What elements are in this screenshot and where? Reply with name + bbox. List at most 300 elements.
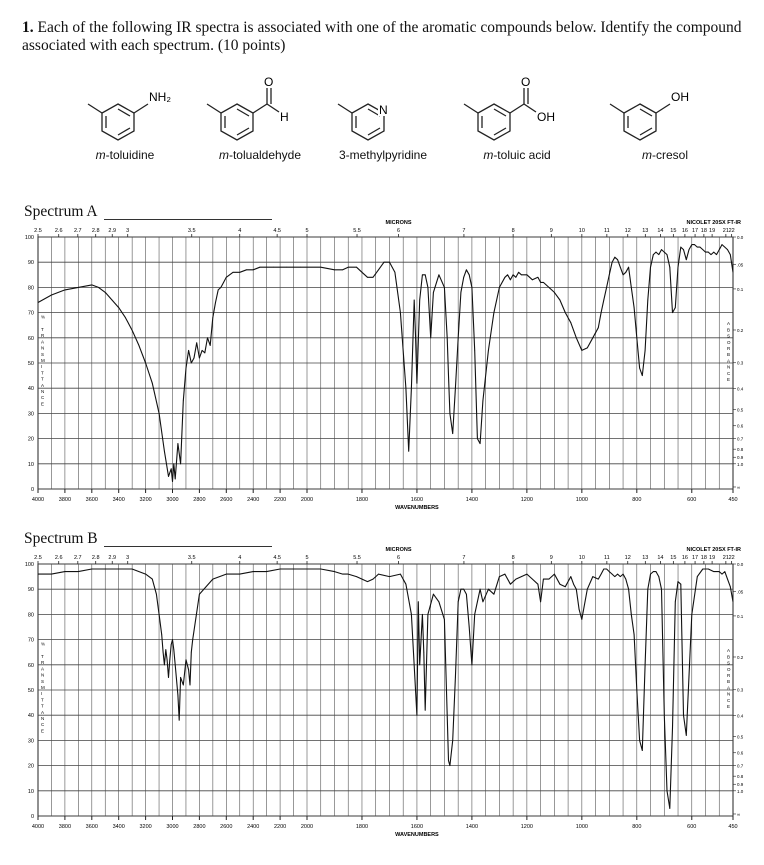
data-point <box>286 267 287 268</box>
data-point <box>631 614 632 615</box>
data-point <box>439 274 440 275</box>
data-point <box>477 601 478 602</box>
data-point <box>664 715 665 716</box>
data-point <box>293 267 294 268</box>
x-tick-label: 2800 <box>193 497 206 503</box>
data-point <box>516 277 517 278</box>
data-point <box>625 579 626 580</box>
micron-tick-label: 2.9 <box>108 555 117 561</box>
x-tick-label: 3400 <box>112 497 125 503</box>
data-point <box>647 589 648 590</box>
micron-tick-label: 6 <box>396 228 401 234</box>
abs-tick-label: 0.6 <box>737 423 744 429</box>
spectrum-a-title: Spectrum A <box>24 203 98 220</box>
y-axis-letter: % <box>41 641 46 647</box>
data-point <box>191 652 192 653</box>
micron-tick-label: 8 <box>511 555 515 561</box>
abs-tick-label: .05 <box>737 262 744 268</box>
data-point <box>411 614 412 615</box>
y-axis-letter: N <box>41 672 45 678</box>
micron-tick-label: 5.5 <box>353 228 361 234</box>
data-point <box>612 574 613 575</box>
abs-axis-letter: O <box>727 666 731 672</box>
data-point <box>125 317 126 318</box>
y-axis-letter: % <box>41 314 46 320</box>
micron-tick-label: 22 <box>728 555 735 561</box>
data-point <box>171 468 172 469</box>
m-toluidine-structure <box>60 72 190 148</box>
x-tick-label: 3800 <box>58 824 72 830</box>
data-point <box>538 584 539 585</box>
data-point <box>565 312 566 313</box>
data-point <box>549 579 550 580</box>
data-point <box>606 287 607 288</box>
m-cresol-structure <box>600 72 730 148</box>
micron-tick-label: 2.5 <box>34 555 42 561</box>
data-point <box>356 576 357 577</box>
x-tick-label: 1200 <box>520 497 533 503</box>
micron-tick-label: 12 <box>624 555 631 561</box>
data-point <box>447 715 448 716</box>
data-point <box>678 267 679 268</box>
cresol-oh-label: OH <box>671 90 689 104</box>
data-point <box>634 634 635 635</box>
micron-tick-label: 2.7 <box>73 555 82 561</box>
data-point <box>472 664 473 665</box>
compound-3-methylpyridine <box>318 72 448 172</box>
data-point <box>342 269 343 270</box>
data-point <box>207 337 208 338</box>
x-tick-label: 4000 <box>31 824 45 830</box>
data-point <box>253 571 254 572</box>
y-tick-label: 20 <box>27 436 34 443</box>
y-axis-letter: I <box>41 364 43 370</box>
data-point <box>579 609 580 610</box>
data-point <box>192 639 193 640</box>
data-point <box>499 576 500 577</box>
micron-tick-label: 2.8 <box>91 228 100 234</box>
data-point <box>521 576 522 577</box>
data-point <box>474 614 475 615</box>
data-point <box>139 345 140 346</box>
data-point <box>680 247 681 248</box>
data-point <box>38 574 39 575</box>
data-point <box>199 594 200 595</box>
data-point <box>458 601 459 602</box>
data-point <box>452 740 453 741</box>
data-point <box>527 274 528 275</box>
data-point <box>172 639 173 640</box>
compound-m-toluidine <box>60 72 190 172</box>
micron-tick-label: 4 <box>238 228 242 234</box>
micron-tick-label: 9 <box>549 228 553 234</box>
micron-tick-label: 11 <box>603 555 610 561</box>
micron-tick-label: 4 <box>238 555 242 561</box>
y-axis-letter: C <box>41 395 45 401</box>
data-point <box>469 274 470 275</box>
data-point <box>483 400 484 401</box>
x-tick-label: 2400 <box>247 497 260 503</box>
data-point <box>455 388 456 389</box>
data-point <box>196 342 197 343</box>
data-point <box>444 287 445 288</box>
y-tick-label: 80 <box>27 612 34 619</box>
data-point <box>675 307 676 308</box>
data-point <box>603 300 604 301</box>
micron-tick-label: 12 <box>624 228 631 234</box>
data-point <box>680 584 681 585</box>
micron-tick-label: 18 <box>700 555 707 561</box>
data-point <box>145 574 146 575</box>
data-point <box>617 259 618 260</box>
data-point <box>532 579 533 580</box>
x-tick-label: 1200 <box>520 824 533 830</box>
data-point <box>165 649 166 650</box>
x-tick-label: 1000 <box>575 824 588 830</box>
data-point <box>587 348 588 349</box>
microns-label: MICRONS <box>385 220 412 226</box>
abs-tick-label: 0.4 <box>737 713 744 719</box>
data-point <box>450 413 451 414</box>
data-point <box>300 267 301 268</box>
data-point <box>253 269 254 270</box>
x-tick-label: 1400 <box>465 824 479 830</box>
micron-tick-label: 13 <box>642 555 649 561</box>
data-point <box>452 433 453 434</box>
y-axis-letter: I <box>41 691 43 697</box>
data-point <box>669 267 670 268</box>
x-tick-label: 3000 <box>166 824 179 830</box>
data-point <box>423 652 424 653</box>
question-number: 1. <box>22 19 34 36</box>
data-point <box>576 337 577 338</box>
data-point <box>686 259 687 260</box>
data-point <box>293 569 294 570</box>
micron-tick-label: 2.5 <box>34 228 42 234</box>
data-point <box>433 292 434 293</box>
m-toluidine-nh2-label: NH₂ <box>149 90 171 104</box>
abs-tick-label: ∞ <box>737 811 741 817</box>
y-tick-label: 40 <box>27 386 34 393</box>
data-point <box>78 287 79 288</box>
data-point <box>167 659 168 660</box>
data-point <box>458 337 459 338</box>
compound-structures <box>60 72 740 172</box>
data-point <box>480 443 481 444</box>
micron-tick-label: 5 <box>305 555 309 561</box>
micron-tick-label: 2.9 <box>108 228 117 234</box>
microns-label: MICRONS <box>385 547 412 553</box>
x-tick-label: 800 <box>632 497 642 503</box>
data-point <box>505 574 506 575</box>
data-point <box>51 295 52 296</box>
x-tick-label: 2200 <box>273 497 287 503</box>
data-point <box>614 257 615 258</box>
data-point <box>724 571 725 572</box>
data-point <box>461 589 462 590</box>
x-tick-label: 3600 <box>85 824 98 830</box>
y-axis-letter: T <box>41 376 44 382</box>
data-point <box>483 601 484 602</box>
data-point <box>173 463 174 464</box>
micron-tick-label: 3.5 <box>187 228 196 234</box>
data-point <box>280 569 281 570</box>
y-axis-letter: R <box>41 660 45 666</box>
micron-tick-label: 9 <box>549 555 553 561</box>
data-point <box>448 375 449 376</box>
abs-axis-letter: N <box>727 691 731 697</box>
data-point <box>623 574 624 575</box>
x-tick-label: 600 <box>687 824 697 830</box>
data-point <box>51 574 52 575</box>
data-point <box>175 479 176 480</box>
data-point <box>411 388 412 389</box>
data-point <box>708 569 709 570</box>
data-point <box>570 576 571 577</box>
micron-tick-label: 16 <box>681 228 688 234</box>
y-axis-letter: T <box>41 327 44 332</box>
abs-tick-label: 0.7 <box>737 436 744 442</box>
data-point <box>505 277 506 278</box>
data-point <box>628 589 629 590</box>
data-point <box>631 287 632 288</box>
data-point <box>389 576 390 577</box>
data-point <box>609 274 610 275</box>
data-point <box>212 317 213 318</box>
abs-axis-letter: B <box>727 654 731 660</box>
micron-tick-label: 22 <box>728 228 735 234</box>
data-point <box>623 274 624 275</box>
data-point <box>91 285 92 286</box>
data-point <box>507 274 508 275</box>
data-point <box>400 574 401 575</box>
data-point <box>658 576 659 577</box>
data-point <box>233 272 234 273</box>
data-point <box>180 677 181 678</box>
data-point <box>560 584 561 585</box>
y-axis-letter: N <box>41 716 45 721</box>
micron-tick-label: 15 <box>670 555 677 561</box>
data-point <box>400 312 401 313</box>
data-point <box>719 249 720 250</box>
x-tick-label: 1000 <box>575 497 588 503</box>
spectrum-b-chart <box>0 545 764 847</box>
data-point <box>78 571 79 572</box>
3-methylpyridine-structure <box>318 72 448 148</box>
data-point <box>461 292 462 293</box>
y-tick-label: 60 <box>27 662 34 669</box>
micron-tick-label: 5 <box>305 228 309 234</box>
data-point <box>65 571 66 572</box>
data-point <box>711 254 712 255</box>
y-axis-letter: C <box>41 722 45 728</box>
data-point <box>573 584 574 585</box>
data-point <box>204 353 205 354</box>
abs-tick-label: 0.9 <box>737 455 744 461</box>
data-point <box>183 685 184 686</box>
x-tick-label: 600 <box>687 497 697 503</box>
data-point <box>221 287 222 288</box>
data-point <box>675 601 676 602</box>
abs-axis-letter: R <box>727 346 731 351</box>
x-axis-label: WAVENUMBERS <box>395 505 439 511</box>
data-point <box>518 272 519 273</box>
data-point <box>145 363 146 364</box>
data-point <box>362 272 363 273</box>
data-point <box>132 330 133 331</box>
data-point <box>223 282 224 283</box>
x-axis-label: WAVENUMBERS <box>395 832 439 838</box>
data-point <box>178 695 179 696</box>
data-point <box>691 244 692 245</box>
data-point <box>450 765 451 766</box>
data-point <box>642 750 643 751</box>
data-point <box>532 279 533 280</box>
x-tick-label: 2600 <box>220 497 233 503</box>
y-tick-label: 10 <box>27 461 34 468</box>
data-point <box>307 569 308 570</box>
data-point <box>488 589 489 590</box>
data-point <box>636 690 637 691</box>
data-point <box>105 569 106 570</box>
data-point <box>65 290 66 291</box>
abs-tick-label: 1.0 <box>737 461 744 467</box>
abs-axis-letter: O <box>727 339 731 345</box>
y-axis-letter: A <box>41 339 45 345</box>
spectrum-a-chart <box>0 218 764 520</box>
micron-tick-label: 14 <box>657 555 664 561</box>
micron-tick-label: 17 <box>692 228 699 234</box>
y-axis-letter: S <box>41 678 45 684</box>
abs-axis-letter: A <box>727 358 731 364</box>
y-axis-letter: N <box>41 389 45 394</box>
data-point <box>395 272 396 273</box>
x-tick-label: 1400 <box>465 497 479 503</box>
data-point <box>188 669 189 670</box>
question-text <box>22 19 742 55</box>
abs-axis-letter: R <box>727 673 731 678</box>
compound-name: 3-methylpyridine <box>338 148 428 162</box>
data-point <box>175 664 176 665</box>
data-point <box>702 249 703 250</box>
data-point <box>210 345 211 346</box>
data-point <box>494 312 495 313</box>
data-point <box>422 614 423 615</box>
data-point <box>373 277 374 278</box>
data-point <box>700 247 701 248</box>
y-axis-letter: A <box>41 709 45 715</box>
data-point <box>697 576 698 577</box>
spectrum-trace <box>38 569 733 808</box>
x-tick-label: 3000 <box>166 497 179 503</box>
data-point <box>672 727 673 728</box>
micron-tick-label: 3 <box>126 555 130 561</box>
x-tick-label: 3400 <box>112 824 125 830</box>
abs-tick-label: 0.3 <box>737 360 744 366</box>
data-point <box>188 350 189 351</box>
instrument-label: NICOLET 20SX FT-IR <box>686 547 741 553</box>
data-point <box>661 589 662 590</box>
data-point <box>433 594 434 595</box>
data-point <box>212 579 213 580</box>
data-point <box>683 715 684 716</box>
y-axis-letter: T <box>41 654 44 659</box>
y-tick-label: 70 <box>27 310 34 317</box>
data-point <box>543 579 544 580</box>
abs-tick-label: 0.8 <box>737 447 744 453</box>
data-point <box>540 282 541 283</box>
data-point <box>171 644 172 645</box>
data-point <box>417 715 418 716</box>
micron-tick-label: 2.6 <box>54 228 63 234</box>
x-tick-label: 450 <box>728 824 738 830</box>
data-point <box>554 292 555 293</box>
data-point <box>163 652 164 653</box>
data-point <box>691 614 692 615</box>
data-point <box>428 614 429 615</box>
micron-tick-label: 19 <box>709 228 716 234</box>
data-point <box>425 710 426 711</box>
data-point <box>570 322 571 323</box>
micron-tick-label: 7 <box>462 228 466 234</box>
data-point <box>650 267 651 268</box>
abs-tick-label: 0.0 <box>737 235 744 240</box>
data-point <box>164 664 165 665</box>
abs-tick-label: .05 <box>737 589 744 595</box>
y-tick-label: 90 <box>27 260 34 267</box>
data-point <box>601 574 602 575</box>
abs-axis-letter: N <box>727 364 731 370</box>
y-tick-label: 70 <box>27 637 34 644</box>
data-point <box>246 269 247 270</box>
micron-tick-label: 11 <box>603 228 610 234</box>
data-point <box>98 287 99 288</box>
x-tick-label: 1800 <box>355 824 369 830</box>
abs-tick-label: 0.3 <box>737 687 744 693</box>
data-point <box>727 579 728 580</box>
data-point <box>625 272 626 273</box>
y-tick-label: 50 <box>27 361 34 367</box>
compound-m-cresol <box>600 72 730 172</box>
data-point <box>373 579 374 580</box>
data-point <box>645 664 646 665</box>
data-point <box>730 586 731 587</box>
micron-tick-label: 18 <box>700 228 707 234</box>
data-point <box>425 274 426 275</box>
micron-tick-label: 2.6 <box>54 555 63 561</box>
abs-axis-letter: E <box>727 704 731 709</box>
abs-axis-letter: A <box>727 648 731 654</box>
data-point <box>448 760 449 761</box>
data-point <box>367 277 368 278</box>
x-tick-label: 2000 <box>300 824 314 830</box>
data-point <box>342 574 343 575</box>
data-point <box>226 574 227 575</box>
data-point <box>713 571 714 572</box>
data-point <box>466 594 467 595</box>
data-point <box>118 569 119 570</box>
micron-tick-label: 7 <box>462 555 466 561</box>
abs-axis-letter: B <box>727 679 731 685</box>
data-point <box>634 307 635 308</box>
data-point <box>565 586 566 587</box>
data-point <box>614 576 615 577</box>
compound-name: m-toluic acid <box>483 148 551 162</box>
data-point <box>658 254 659 255</box>
data-point <box>191 363 192 364</box>
data-point <box>168 677 169 678</box>
data-point <box>202 350 203 351</box>
